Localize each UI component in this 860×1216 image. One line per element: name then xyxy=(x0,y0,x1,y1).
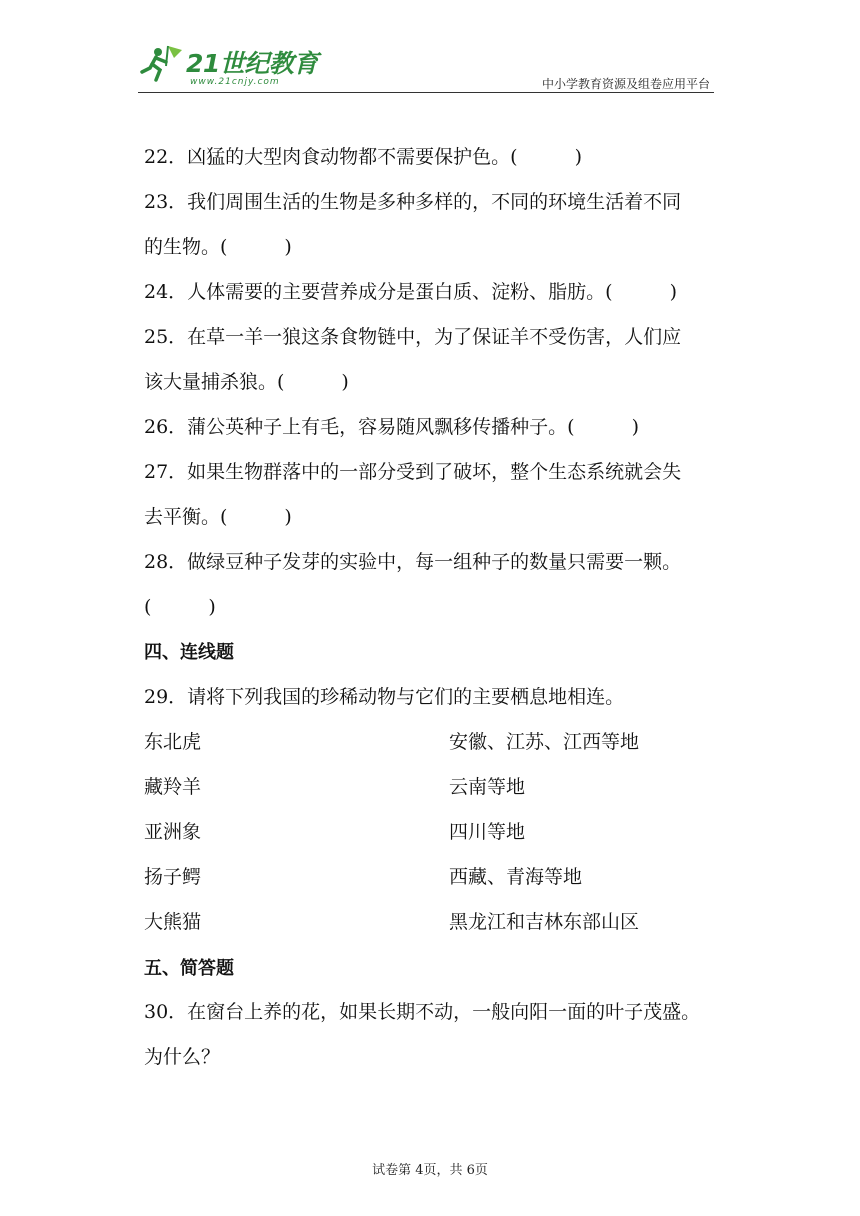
logo xyxy=(138,44,338,90)
question-27-line2: 去平衡。( ) xyxy=(144,506,292,528)
habitat-item: 安徽、江苏、江西等地 xyxy=(449,731,640,753)
animal-item: 藏羚羊 xyxy=(144,776,202,798)
question-30-line1: 30．在窗台上养的花，如果长期不动，一般向阳一面的叶子茂盛。 xyxy=(144,1001,701,1023)
question-23-line1: 23．我们周围生活的生物是多种多样的，不同的环境生活着不同 xyxy=(144,191,682,213)
question-25-line1: 25．在草一羊一狼这条食物链中，为了保证羊不受伤害，人们应 xyxy=(144,326,682,348)
question-25-line2: 该大量捕杀狼。( ) xyxy=(144,371,349,393)
question-30-line2: 为什么？ xyxy=(144,1046,221,1068)
habitat-item: 云南等地 xyxy=(449,776,526,798)
question-29: 29．请将下列我国的珍稀动物与它们的主要栖息地相连。 xyxy=(144,686,625,708)
question-23-line2: 的生物。( ) xyxy=(144,236,292,258)
habitat-item: 黑龙江和吉林东部山区 xyxy=(449,911,640,933)
habitat-item: 四川等地 xyxy=(449,821,526,843)
animal-item: 大熊猫 xyxy=(144,911,202,933)
question-28-line1: 28．做绿豆种子发芽的实验中，每一组种子的数量只需要一颗。 xyxy=(144,551,682,573)
runner-logo-icon xyxy=(138,44,184,84)
section-heading-short-answer: 五、简答题 xyxy=(144,958,234,979)
question-26: 26．蒲公英种子上有毛，容易随风飘移传播种子。( ) xyxy=(144,416,640,438)
header-divider xyxy=(138,92,714,93)
header-platform-text: 中小学教育资源及组卷应用平台 xyxy=(541,77,710,91)
habitat-item: 西藏、青海等地 xyxy=(449,866,583,888)
animal-item: 亚洲象 xyxy=(144,821,202,843)
question-22: 22．凶猛的大型肉食动物都不需要保护色。( ) xyxy=(144,146,583,168)
question-24: 24．人体需要的主要营养成分是蛋白质、淀粉、脂肪。( ) xyxy=(144,281,678,303)
section-heading-matching: 四、连线题 xyxy=(144,642,234,663)
logo-text: 21世纪教育 xyxy=(186,49,318,78)
question-27-line1: 27．如果生物群落中的一部分受到了破坏，整个生态系统就会失 xyxy=(144,461,682,483)
page-footer: 试卷第 4页，共 6页 xyxy=(372,1163,488,1178)
logo-url: www.21cnjy.com xyxy=(190,77,280,87)
animal-item: 扬子鳄 xyxy=(144,866,202,888)
page-header xyxy=(138,40,714,92)
question-28-line2: ( ) xyxy=(144,596,216,618)
animal-item: 东北虎 xyxy=(144,731,202,753)
